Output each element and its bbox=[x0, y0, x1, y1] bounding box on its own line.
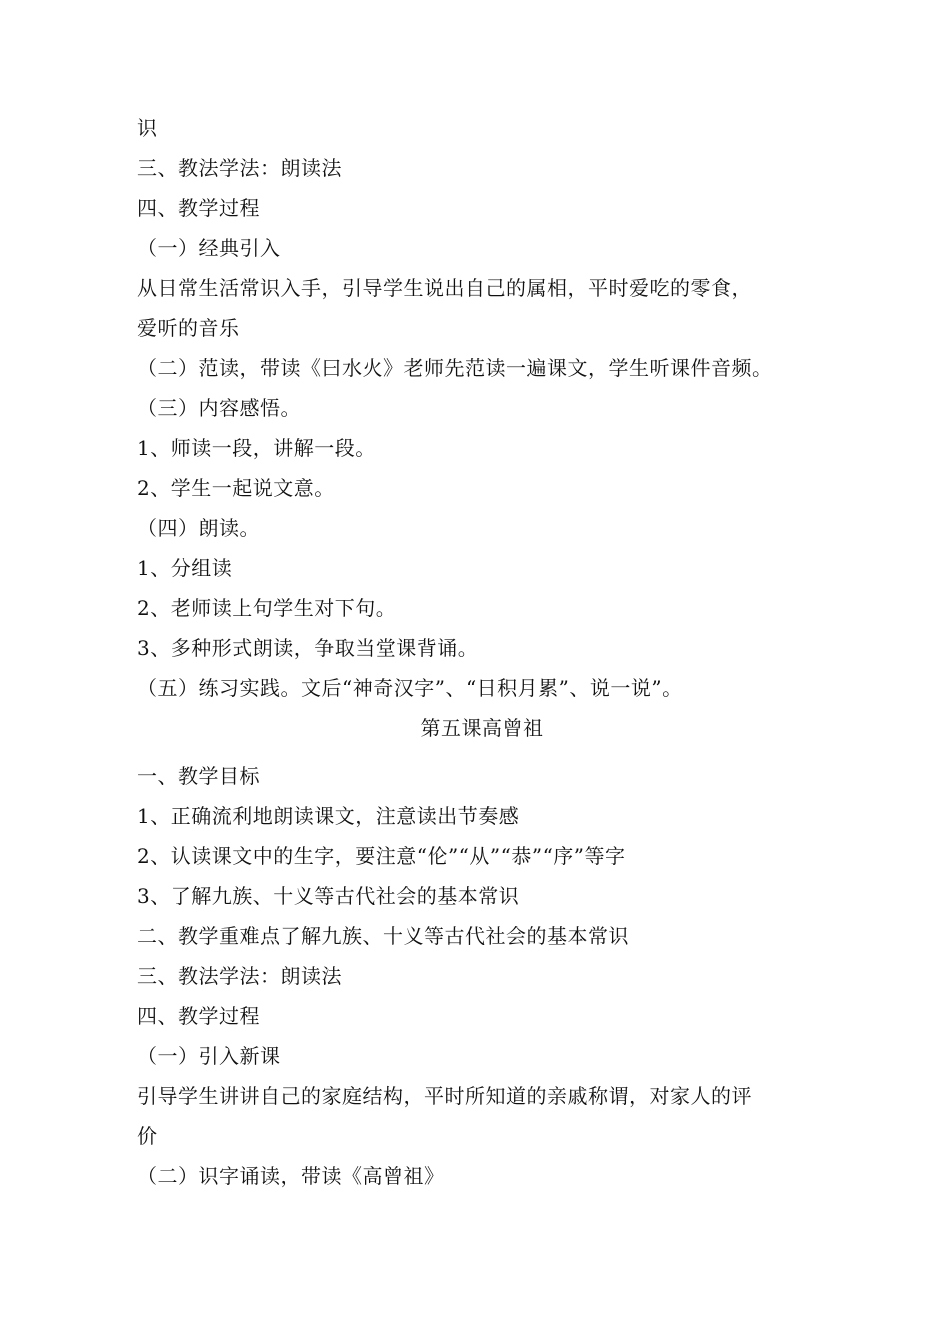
list-item: 2、老师读上句学生对下句。 bbox=[137, 596, 397, 620]
heading-teaching-method: 三、教法学法：朗读法 bbox=[137, 964, 342, 988]
document-body bbox=[137, 108, 827, 1196]
subheading-new-lesson-intro: （一）引入新课 bbox=[137, 1044, 281, 1068]
heading-teaching-process: 四、教学过程 bbox=[137, 1004, 260, 1028]
subheading-model-reading: （二）范读，带读《曰水火》老师先范读一遍课文，学生听课件音频。 bbox=[137, 356, 773, 380]
text-line: 引导学生讲讲自己的家庭结构，平时所知道的亲戚称谓，对家人的评 bbox=[137, 1084, 752, 1108]
list-item: 1、分组读 bbox=[137, 556, 233, 580]
heading-key-difficulties: 二、教学重难点了解九族、十义等古代社会的基本常识 bbox=[137, 924, 629, 948]
list-item: 1、师读一段，讲解一段。 bbox=[137, 436, 376, 460]
subheading-content-insight: （三）内容感悟。 bbox=[137, 396, 301, 420]
text-line: 识 bbox=[137, 116, 158, 140]
list-item: 3、了解九族、十义等古代社会的基本常识 bbox=[137, 884, 520, 908]
text-line: 价 bbox=[137, 1124, 158, 1148]
heading-teaching-method: 三、教法学法：朗读法 bbox=[137, 156, 342, 180]
subheading-classic-intro: （一）经典引入 bbox=[137, 236, 281, 260]
subheading-reading-aloud: （四）朗读。 bbox=[137, 516, 260, 540]
text-line: 爱听的音乐 bbox=[137, 316, 240, 340]
heading-teaching-process: 四、教学过程 bbox=[137, 196, 260, 220]
list-item: 2、认读课文中的生字，要注意“伦”“从”“恭”“序”等字 bbox=[137, 844, 626, 868]
subheading-practice: （五）练习实践。文后“神奇汉字”、“日积月累”、说一说”。 bbox=[137, 676, 683, 700]
list-item: 3、多种形式朗读，争取当堂课背诵。 bbox=[137, 636, 479, 660]
list-item: 1、正确流利地朗读课文，注意读出节奏感 bbox=[137, 804, 520, 828]
subheading-literacy-reading: （二）识字诵读，带读《高曾祖》 bbox=[137, 1164, 445, 1188]
list-item: 2、学生一起说文意。 bbox=[137, 476, 335, 500]
lesson-title: 第五课高曾祖 bbox=[420, 716, 544, 740]
heading-teaching-goals: 一、教学目标 bbox=[137, 764, 260, 788]
text-line: 从日常生活常识入手，引导学生说出自己的属相，平时爱吃的零食， bbox=[137, 276, 752, 300]
